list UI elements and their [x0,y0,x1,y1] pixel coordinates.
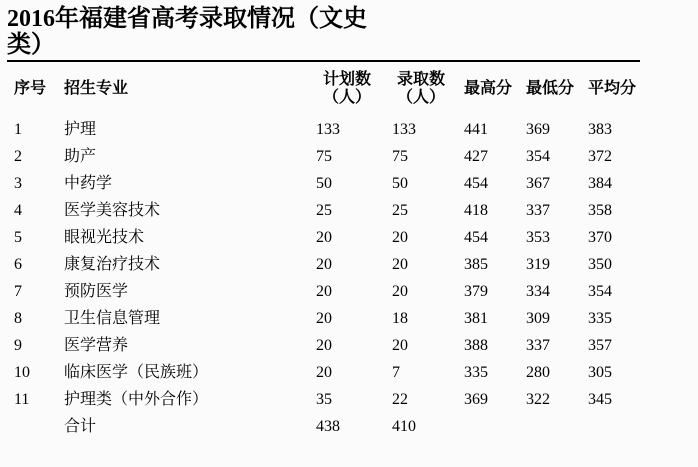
table-row [7,305,640,332]
cell-no: 3 [14,175,22,192]
cell-major: 医学营养 [64,337,129,354]
cell-average: 383 [588,121,612,138]
column-header-admitted [385,62,457,116]
table-row [7,197,640,224]
cell-no [7,413,57,440]
cell-admitted: 18 [392,310,408,327]
cell-lowest: 353 [526,229,550,246]
cell-planned: 35 [316,391,332,408]
cell-major: 中药学 [64,175,113,192]
column-header-lowest-label: 最低分 [526,80,575,97]
cell-highest: 369 [464,391,488,408]
table-row [7,278,640,305]
cell-no: 2 [14,148,22,165]
cell-highest: 385 [464,256,488,273]
cell-average: 354 [588,283,612,300]
cell-planned: 75 [316,148,332,165]
table-row [7,116,640,143]
cell-no: 9 [14,337,22,354]
cell-admitted: 133 [392,121,416,138]
cell-major: 助产 [64,148,97,165]
cell-highest: 388 [464,337,488,354]
column-header-planned-label: 计划数 [322,71,371,88]
cell-average: 358 [588,202,612,219]
cell-planned: 20 [316,364,332,381]
cell-highest: 454 [464,175,488,192]
column-header-admitted-unit: （人） [396,89,445,106]
cell-major: 康复治疗技术 [64,256,161,273]
cell-no: 10 [14,364,30,381]
cell-average: 350 [588,256,612,273]
cell-admitted: 20 [392,256,408,273]
cell-admitted: 20 [392,283,408,300]
cell-no: 4 [14,202,22,219]
column-header-major-label: 招生专业 [64,80,129,97]
admissions-table [7,62,640,440]
cell-major: 医学美容技术 [64,202,161,219]
cell-highest: 381 [464,310,488,327]
cell-planned: 20 [316,283,332,300]
cell-highest: 454 [464,229,488,246]
cell-admitted: 25 [392,202,408,219]
table-row [7,143,640,170]
cell-lowest: 309 [526,310,550,327]
cell-admitted: 410 [392,418,416,435]
cell-lowest: 337 [526,337,550,354]
column-header-major [57,62,309,116]
column-header-no-label: 序号 [14,80,47,97]
cell-admitted: 20 [392,337,408,354]
cell-average: 357 [588,337,612,354]
cell-highest [457,413,519,440]
cell-highest: 441 [464,121,488,138]
cell-planned: 25 [316,202,332,219]
cell-planned: 133 [316,121,340,138]
cell-no: 6 [14,256,22,273]
cell-highest: 379 [464,283,488,300]
column-header-planned-unit: （人） [322,89,371,106]
table-row [7,170,640,197]
column-header-admitted-label: 录取数 [396,71,445,88]
table-row [7,224,640,251]
cell-major: 眼视光技术 [64,229,145,246]
cell-planned: 20 [316,256,332,273]
cell-average: 345 [588,391,612,408]
table-row [7,386,640,413]
cell-lowest: 322 [526,391,550,408]
cell-admitted: 7 [392,364,400,381]
column-header-planned [309,62,385,116]
cell-major: 护理类（中外合作） [64,391,209,408]
cell-average: 335 [588,310,612,327]
cell-no: 11 [14,391,30,408]
cell-average: 370 [588,229,612,246]
cell-lowest: 280 [526,364,550,381]
cell-planned: 20 [316,229,332,246]
cell-lowest: 354 [526,148,550,165]
table-row [7,332,640,359]
cell-no: 8 [14,310,22,327]
cell-highest: 418 [464,202,488,219]
column-header-lowest [519,62,581,116]
cell-lowest: 369 [526,121,550,138]
cell-major: 预防医学 [64,283,129,300]
column-header-highest [457,62,519,116]
cell-admitted: 75 [392,148,408,165]
cell-average [581,413,640,440]
cell-highest: 335 [464,364,488,381]
cell-highest: 427 [464,148,488,165]
cell-admitted: 22 [392,391,408,408]
cell-planned: 20 [316,337,332,354]
table-row [7,359,640,386]
cell-admitted: 20 [392,229,408,246]
cell-no: 1 [14,121,22,138]
cell-major: 临床医学（民族班） [64,364,209,381]
column-header-highest-label: 最高分 [464,80,513,97]
total-row [7,413,640,440]
cell-no: 5 [14,229,22,246]
cell-major: 卫生信息管理 [64,310,161,327]
cell-no: 7 [14,283,22,300]
cell-lowest: 319 [526,256,550,273]
cell-admitted: 50 [392,175,408,192]
cell-major: 护理 [64,121,97,138]
cell-planned: 50 [316,175,332,192]
cell-lowest: 334 [526,283,550,300]
cell-planned: 20 [316,310,332,327]
cell-lowest: 337 [526,202,550,219]
column-header-no [7,62,57,116]
cell-average: 372 [588,148,612,165]
table-row [7,251,640,278]
column-header-average [581,62,640,116]
cell-average: 384 [588,175,612,192]
cell-major: 合计 [64,418,97,435]
cell-planned: 438 [316,418,340,435]
page-title: 2016年福建省高考录取情况（文史类） [7,6,367,58]
cell-lowest [519,413,581,440]
column-header-average-label: 平均分 [588,80,637,97]
header-row [7,62,640,116]
cell-average: 305 [588,364,612,381]
cell-lowest: 367 [526,175,550,192]
